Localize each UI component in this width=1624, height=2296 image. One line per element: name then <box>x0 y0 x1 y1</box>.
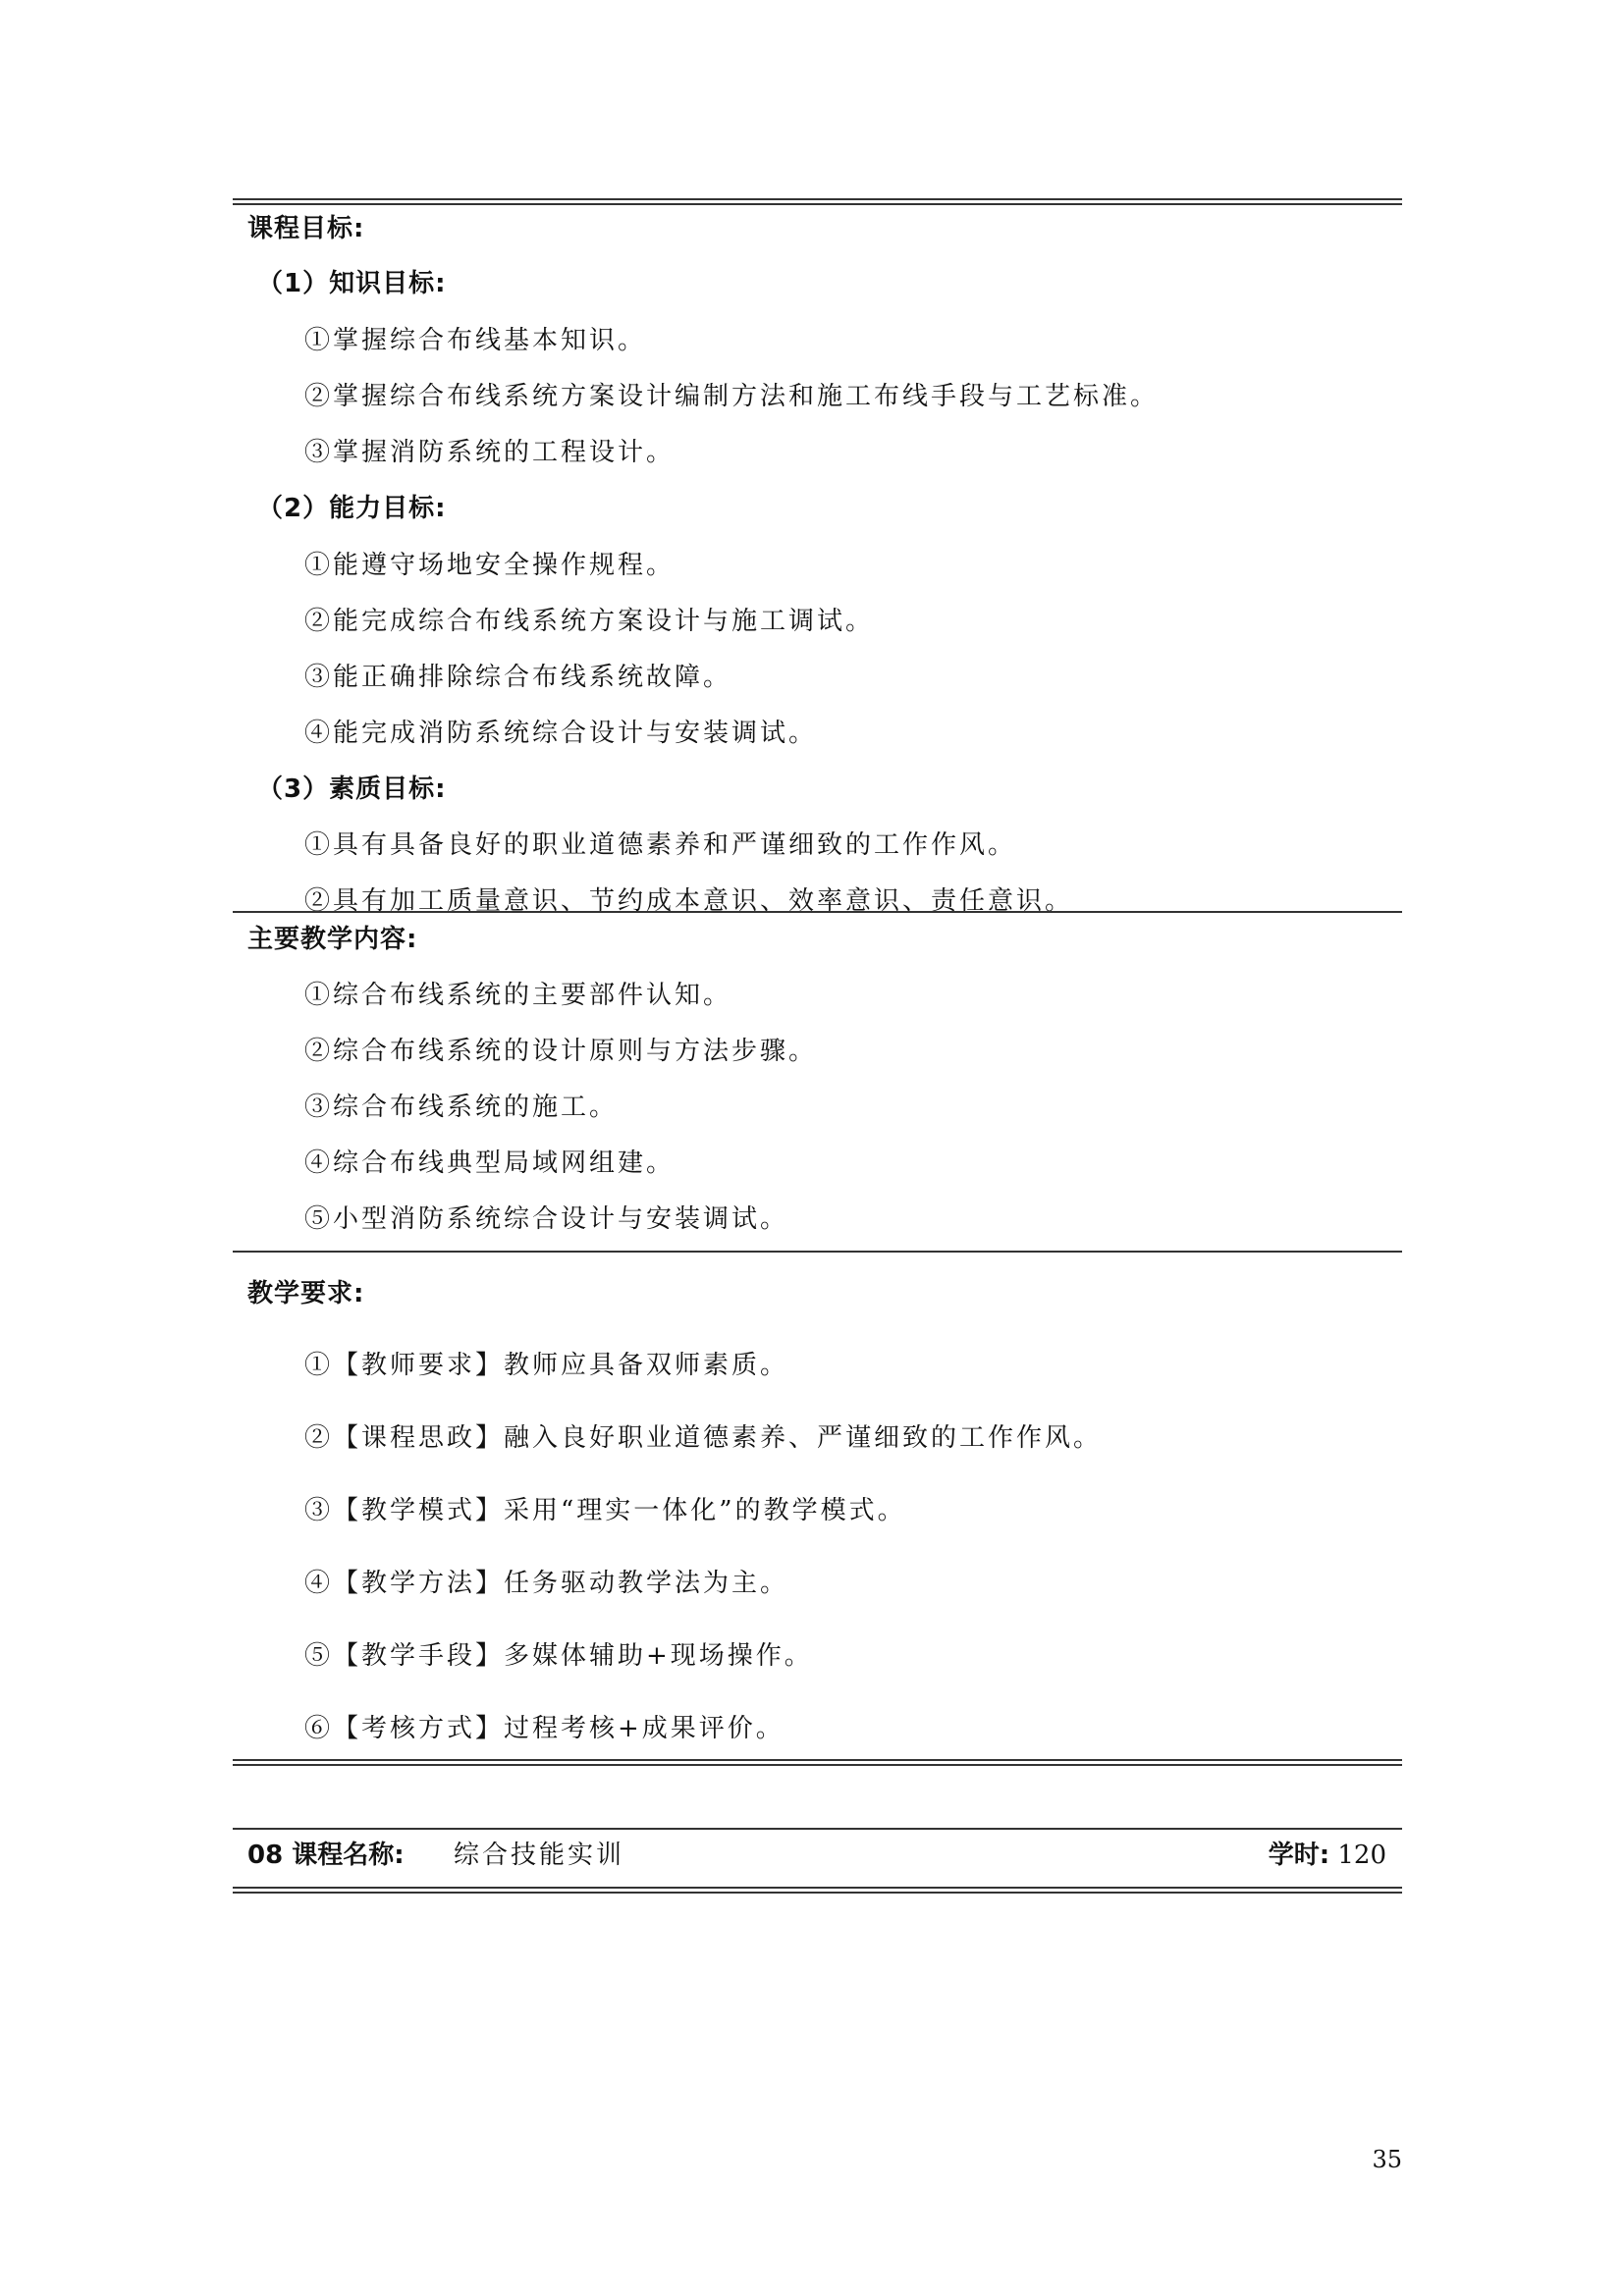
course-name: 综合技能实训 <box>454 1841 625 1870</box>
list-item: ②综合布线系统的设计原则与方法步骤。 <box>304 1037 818 1066</box>
course-box-bottom-rule <box>233 1887 1402 1894</box>
hours-value: 120 <box>1337 1841 1386 1870</box>
next-course-row <box>247 1835 1386 1868</box>
hours-label: 学时: <box>1268 1841 1330 1870</box>
list-item: ②具有加工质量意识、节约成本意识、效率意识、责任意识。 <box>304 886 1074 916</box>
list-item: ⑥【考核方式】过程考核+成果评价。 <box>304 1714 785 1743</box>
list-item: ②掌握综合布线系统方案设计编制方法和施工布线手段与工艺标准。 <box>304 382 1160 411</box>
course-number-label: 08 课程名称: <box>247 1841 405 1870</box>
list-item: ⑤小型消防系统综合设计与安装调试。 <box>304 1204 789 1234</box>
top-double-rule <box>233 198 1402 205</box>
quality-goals-heading: （3）素质目标: <box>257 774 447 804</box>
list-item: ①掌握综合布线基本知识。 <box>304 326 647 355</box>
course-hours <box>1269 1835 1386 1871</box>
list-item: ③能正确排除综合布线系统故障。 <box>304 663 732 692</box>
list-item: ②能完成综合布线系统方案设计与施工调试。 <box>304 607 875 636</box>
list-item: ②【课程思政】融入良好职业道德素养、严谨细致的工作作风。 <box>304 1423 1103 1453</box>
list-item: ①能遵守场地安全操作规程。 <box>304 551 676 580</box>
list-item: ⑤【教学手段】多媒体辅助+现场操作。 <box>304 1641 813 1671</box>
ability-goals-heading: （2）能力目标: <box>257 494 447 523</box>
list-item: ③掌握消防系统的工程设计。 <box>304 438 676 467</box>
page-number: 35 <box>1372 2146 1402 2173</box>
goals-heading: 课程目标: <box>247 214 365 243</box>
list-item: ④综合布线典型局域网组建。 <box>304 1148 676 1178</box>
knowledge-goals-heading: （1）知识目标: <box>257 269 447 298</box>
list-item: ④【教学方法】任务驱动教学法为主。 <box>304 1569 789 1598</box>
list-item: ①综合布线系统的主要部件认知。 <box>304 981 732 1010</box>
content-heading: 主要教学内容: <box>247 925 418 954</box>
section-divider <box>233 911 1402 913</box>
list-item: ④能完成消防系统综合设计与安装调试。 <box>304 719 818 748</box>
list-item: ①【教师要求】教师应具备双师素质。 <box>304 1351 789 1380</box>
list-item: ①具有具备良好的职业道德素养和严谨细致的工作作风。 <box>304 830 1017 860</box>
section-divider <box>233 1251 1402 1253</box>
requirements-heading: 教学要求: <box>247 1279 365 1308</box>
list-item: ③综合布线系统的施工。 <box>304 1093 619 1122</box>
list-item: ③【教学模式】采用“理实一体化”的教学模式。 <box>304 1496 906 1525</box>
bottom-double-rule <box>233 1759 1402 1766</box>
course-box-top-rule <box>233 1828 1402 1830</box>
